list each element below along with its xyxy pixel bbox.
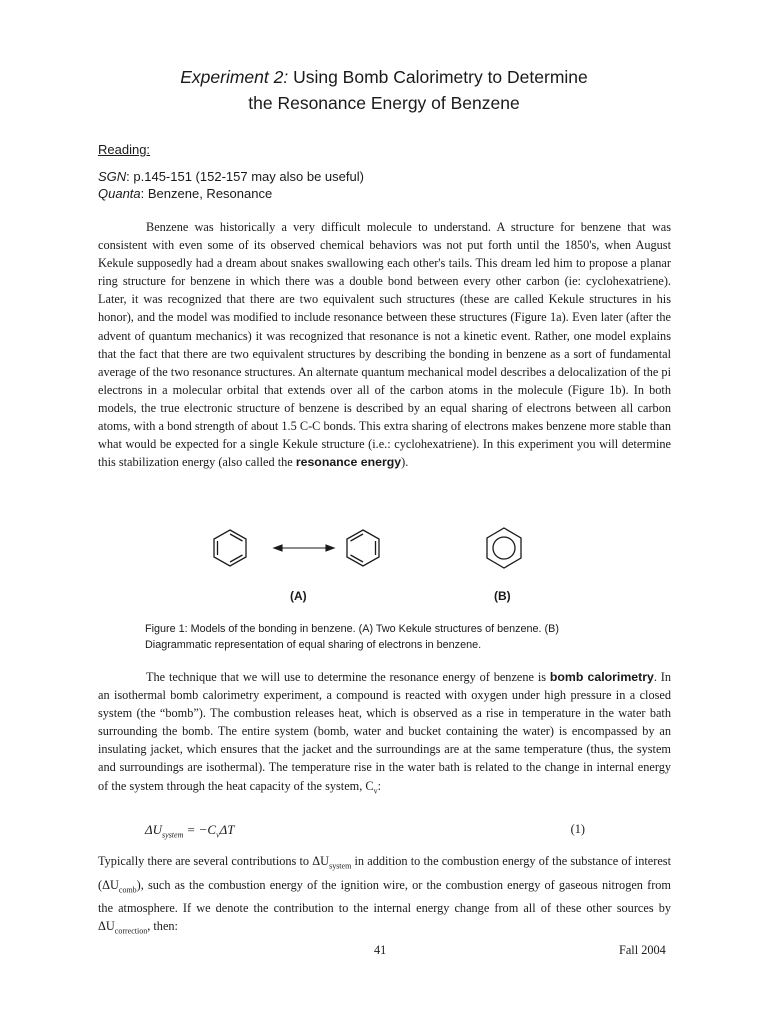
- figure-label-a: (A): [290, 589, 307, 603]
- paragraph-1: [98, 218, 671, 471]
- sgn-label: SGN: [98, 169, 127, 184]
- equation-number: (1): [570, 822, 585, 836]
- title-experiment: Experiment 2:: [180, 67, 289, 87]
- comb-subscript: comb: [118, 885, 137, 894]
- title-line-1-rest: Using Bomb Calorimetry to Determine: [288, 67, 588, 87]
- term-label: Fall 2004: [619, 943, 666, 957]
- kekule-structure-2: [347, 530, 379, 566]
- equation-rhs: = −C: [183, 822, 217, 837]
- equation-lhs-subscript: system: [162, 830, 184, 840]
- paragraph-1-end: ).: [401, 455, 409, 470]
- document-title: [0, 64, 768, 116]
- reading-heading: Reading:: [98, 142, 151, 157]
- paragraph-3-text-2: in addition to the combustion energy of the substance of interest (ΔU: [98, 854, 671, 892]
- benzene-figure: [196, 524, 536, 576]
- quanta-label: Quanta: [98, 186, 141, 201]
- paragraph-2-text-2: . In an isothermal bomb calorimetry experiment, a compound is reacted with oxygen under high pressure in a closed system (the “bomb”). The combustion releases heat, which is observed as a rise in temperature in the water bath surrounding the bomb. The entire system (bomb, water and bucket containing the water) is encompassed by an insulating jacket, which ensures that the jacket and the surroundings are at the same temperature (thus, the system and surroundings are isothermal). The temperature rise in the water bath is related to the change in internal energy of the system through the heat capacity of the system, C: [98, 670, 671, 793]
- reading-sgn: [98, 169, 364, 184]
- figure-label-b: (B): [494, 589, 511, 603]
- title-line-1: [0, 64, 768, 90]
- delocalized-benzene: [487, 528, 521, 568]
- equation-1: [145, 822, 585, 840]
- paragraph-2-text-3: :: [377, 778, 382, 793]
- resonance-arrow: [274, 545, 334, 551]
- equation-rhs-subscript: v: [216, 830, 220, 840]
- figure-caption: Figure 1: Models of the bonding in benzene. (A) Two Kekule structures of benzene. (B) Diagrammatic representation of equal sharing of electrons in benzene.: [145, 623, 559, 651]
- paragraph-3: [98, 852, 671, 941]
- paragraph-2: [98, 668, 671, 800]
- cv-subscript: v: [373, 786, 378, 796]
- paragraph-2-text-1: The technique that we will use to determine the resonance energy of benzene is: [146, 670, 550, 684]
- paragraph-3-text-4: , then:: [147, 919, 178, 934]
- quanta-text: : Benzene, Resonance: [140, 186, 273, 201]
- equation-lhs: ΔU: [145, 822, 163, 837]
- correction-subscript: correction: [114, 926, 148, 936]
- equation-rhs-end: ΔT: [219, 822, 235, 837]
- paragraph-1-text: Benzene was historically a very difficult molecule to understand. A structure for benzene that was consistent with even some of its observed chemical behaviors was not put forth until the 1850's, when August Kekule supposedly had a dream about snakes swallowing each other's tails. This dream led him to propose a planar ring structure for benzene in which there was a double bond between every other carbon (ie: cyclohexatriene). Later, it was recognized that there are two equivalent such structures (these are called Kekule structures in his honor), and the model was modified to include resonance between these structures (Figure 1a). Even later (after the advent of quantum mechanics) it was recognized that resonance is not a kinetic event. Rather, one model explains that the fact that there are two equivalent structures by describing the bonding in benzene as a sort of fundamental average of the two resonance structures. An alternate quantum mechanical model describes a delocalization of the pi electrons in a molecular orbital that extends over all of the carbon atoms in the molecule (Figure 1b). In both models, the true electronic structure of benzene is described by an equal sharing of electrons between all carbon atoms, with a bond strength of about 1.5 C-C bonds. This extra sharing of electrons makes benzene more stable than what would be expected for a single Kekule structure (i.e.: cyclohexatriene). In this experiment you will determine this stabilization energy (also called the: [98, 220, 671, 470]
- system-subscript: system: [329, 861, 352, 871]
- sgn-text: : p.145-151 (152-157 may also be useful): [126, 169, 364, 184]
- page-number: 41: [374, 943, 387, 957]
- paragraph-3-text-3: ), such as the combustion energy of the ignition wire, or the combustion energy of gaseous nitrogen from the atmosphere. If we denote the contribution to the internal energy change from all of these other sources by ΔU: [98, 877, 671, 934]
- reading-quanta: [98, 186, 272, 201]
- equation-text: [145, 822, 235, 840]
- kekule-structure-1: [214, 530, 246, 566]
- bomb-calorimetry-term: bomb calorimetry: [549, 670, 654, 684]
- title-line-2: the Resonance Energy of Benzene: [248, 93, 520, 113]
- paragraph-3-text-1: Typically there are several contributions to ΔU: [98, 854, 330, 868]
- resonance-energy-term: resonance energy: [295, 455, 402, 470]
